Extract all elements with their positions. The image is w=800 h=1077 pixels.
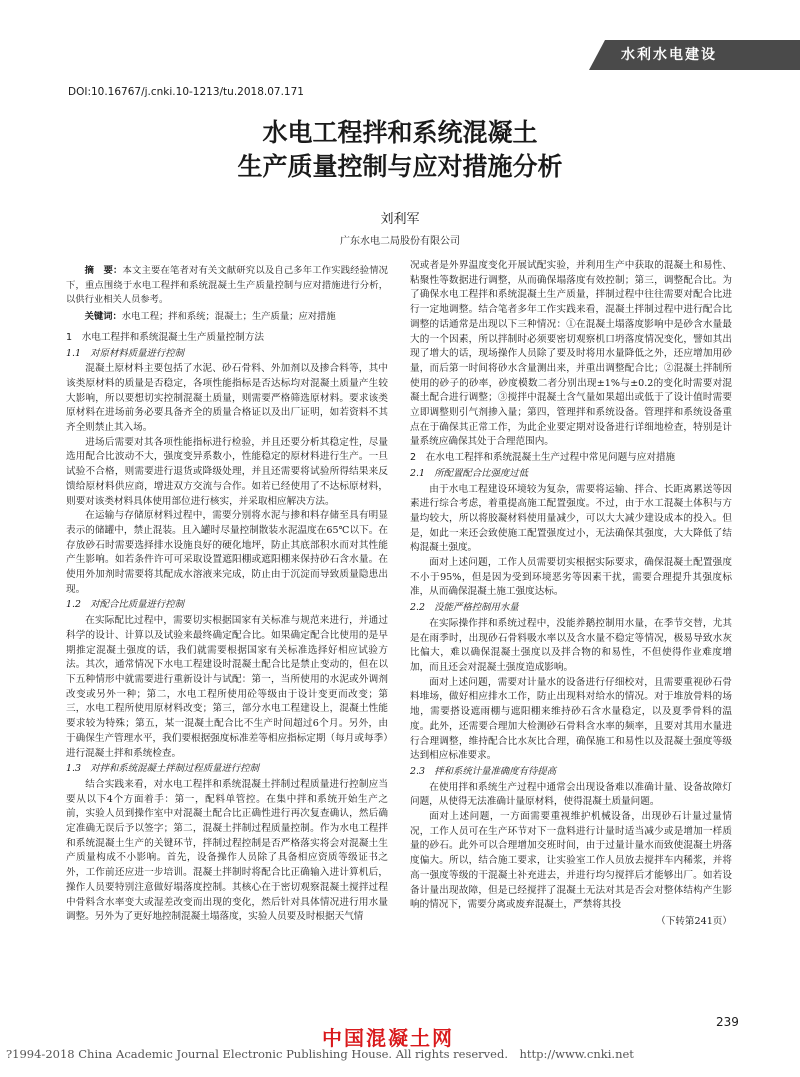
section-heading: 1 水电工程拌和系统混凝土生产质量控制方法 <box>66 331 264 343</box>
left-column <box>66 264 388 925</box>
page-number: 239 <box>716 1015 739 1029</box>
section-heading: 2 在水电工程拌和系统混凝土生产过程中常见问题与应对措施 <box>410 452 676 464</box>
column-tag: 水利水电建设 <box>605 40 800 70</box>
title-line-1: 水电工程拌和系统混凝土 <box>262 118 538 147</box>
paragraph: 面对上述问题，需要对计量水的设备进行仔细校对，且需要重视砂石骨料堆场，做好相应排水工作，防止出现料对给水的情况。对于堆放骨料的场地，需要搭设遮雨棚与遮阳棚来维持砂石含水量稳定，以及夏季骨料的温度。此外，还需要合理加大检测砂石骨料含水率的频率，且要对其用水量进行合理调整，维持配合比水灰比合理，确保施工和易性以及混凝土强度等级达到相应标准要求。 <box>410 676 732 762</box>
paragraph: 进场后需要对其各项性能指标进行检验，并且还要分析其稳定性，尽量选用配合比波动不大，强度变异系数小，性能稳定的原材料进行生产。一旦试验不合格，则需要进行退货或降级处理，并且还需要将试验所得结果来反馈给原材料供应商，增进双方交流与合作。如若已经使用了不达标原材料，则要对该类材料具体使用部位进行核实，并采取相应解决方法。 <box>66 436 388 507</box>
paragraph: 混凝土原材料主要包括了水泥、砂石骨料、外加剂以及掺合料等，其中该类原材料的质量是否稳定，各项性能指标是否达标均对混凝土质量产生较大影响，所以要想切实控制混凝土质量，则需要严格筛选原材料。要求该类原材料在进场前务必要具备齐全的质量合格证以及出厂证明，如若资料不其齐全则禁止其入场。 <box>66 363 388 434</box>
paragraph: 面对上述问题，工作人员需要切实根据实际要求，确保混凝土配置强度不小于95%，但是因为受到环境恶劣等因素干扰，需要合理提升其强度标准，从而确保混凝土施工强度达标。 <box>410 557 732 598</box>
paragraph: 结合实践来看，对水电工程拌和系统混凝土拌制过程质量进行控制应当要从以下4个方面着手：第一，配料单管控。在集中拌和系统开始生产之前，实验人员到操作室中对混凝土配合比正确性进行再次复查确认，然后确定准确无误后予以签字；第二，混凝土拌制过程质量控制。作为水电工程拌和系统混凝土生产的关键环节，拌制过程控制是否严格落实将会对混凝土生产质量构成不小影响。首先，设备操作人员除了具备相应资质等级证书之外，工作前还应进一步培训。混凝土拌制时将配合比正确输入进计算机后，操作人员要特别注意做好塌落度控制。其核心在于密切观察混凝土搅拌过程中骨料含水率变大或湿差改变而出现的变化，然后针对具体情况进行用水量调整。另外为了更好地控制混凝土塌落度，实验人员要及时根据天气情 <box>66 778 388 923</box>
subsection-heading: 2.2 没能严格控制用水量 <box>410 602 519 614</box>
paragraph: 在运输与存储原材料过程中，需要分别将水泥与掺和料存储至具有明显表示的储罐中，禁止混装。且入罐时尽量控制散装水泥温度在65℃以下。在存放砂石时需要选择排水设施良好的硬化地坪，防止其底部积水而对其性能产生影响。如若条件许可可采取设置遮阳棚或遮阳棚来保持砂石含水量。在使用外加剂时需要将其配成水溶液来完成，防止由于沉淀而导致质量隐患出现。 <box>66 510 388 595</box>
title-line-2: 生产质量控制与应对措施分析 <box>237 152 563 181</box>
subsection-heading: 1.2 对配合比质量进行控制 <box>66 599 185 611</box>
right-column <box>410 259 732 930</box>
abstract-text: 本文主要在笔者对有关文献研究以及自己多年工作实践经验情况下，重点围绕于水电工程拌和系统混凝土生产质量控制与应对措施进行分析，以供行业相关人员参考。 <box>66 265 388 306</box>
paragraph: 在使用拌和系统生产过程中通常会出现设备难以准确计量、设备故障灯问题，从使得无法准确计量原材料，使得混凝土质量问题。 <box>410 781 732 808</box>
watermark: 中国混凝土网 <box>322 1026 454 1050</box>
abstract-label: 摘 要： <box>84 265 123 276</box>
paragraph: 在实际操作拌和系统过程中，没能养鹅控制用水量，在季节交替，尤其是在雨季时，出现砂石骨料吸水率以及含水量不稳定等情况，极易导致水灰比偏大，难以确保混凝土强度以及拌合物的和易性，不但使得作业难度增加，而且还会对混凝土强度造成影响。 <box>410 617 732 673</box>
keywords <box>66 310 388 325</box>
abstract <box>66 264 388 308</box>
subsection-heading: 1.3 对拌和系统混凝土拌制过程质量进行控制 <box>66 763 260 775</box>
affiliation: 广东水电二局股份有限公司 <box>340 236 460 247</box>
paragraph: 况或者是外界温度变化开展试配实验，并利用生产中获取的混凝土和易性、粘聚性等数据进行调整，从而确保塌落度有效控制；第三，调整配合比。为了确保水电工程拌和系统混凝土生产质量，拌制过程中往往需要对配合比进行一定地调整。结合笔者多年工作实践来看，混凝土拌制过程中进行配合比调整的话通常是出现以下三种情况：①在混凝土塌落度影响中是砂含水量最大的一个因素，所以拌制时必须要密切观察机口坍落度情况变化，譬如其出现了增大的话，现场操作人员除了要及时将用水量降低之外，还应增加用砂量，而后第一时间将砂水含量测出来，并重出调整配合比；②混凝土拌制所使用的砂子的砂率，砂度模数二者分别出现±1%与±0.2的变化时需要对混凝土配合进行调整；③搅拌中混凝土含气量如果超出或低于了设计值时需要立即调整则引气剂掺入量；第四，管理拌和系统设备。管理拌和系统设备重点在于确保其正常工作，为此企业要定期对设备进行详细地检查，特别是计量系统应确保其处于合理范围内。 <box>410 260 732 448</box>
doi: DOI:10.16767/j.cnki.10-1213/tu.2018.07.171 <box>68 86 304 98</box>
subsection-heading: 2.1 所配置配合比强度过低 <box>410 467 529 479</box>
paragraph: 由于水电工程建设环境较为复杂，需要将运输、拌合、长距离累送等因素进行综合考虑，着重提高施工配置强度。不过，由于水工混凝土体积与方量均较大，所以将胶凝材料使用量减少，可以大大减少建设成本的投入。但是，如此一来还会致使施工配置强度过小，无法确保其强度，大大降低了结构混凝土强度。 <box>410 483 732 554</box>
paragraph: 在实际配比过程中，需要切实根据国家有关标准与规范来进行，并通过科学的设计、计算以及试验来最终确定配合比。如果确定配合比使用的是早期推定混凝土强度的话，我们就需要根据国家有关标准选择好相应试验方法。其次，通常情况下水电工程建设时混凝土配合比是禁止变动的，但在以下五种情形中就需要进行重新设计与试配：第一，当所使用的水泥或外调剂改变或另外一种；第二，水电工程所使用砼等级由于设计变更而改变；第三，水电工程所使用原材料改变；第三，部分水电工程建设上，混凝土性能要求较为特殊；第五，某一混凝土配合比不生产时间超过6个月。另外，由于确保生产管理水平，我们要根据强度标准差等相应指标定期（每月或每季）进行混凝土拌和系统检查。 <box>66 615 388 759</box>
continued-note: （下转第241页） <box>656 915 732 927</box>
copyright-footer: ?1994-2018 China Academic Journal Electronic Publishing House. All rights reserved. http://www.cnki.net <box>6 1047 634 1061</box>
author: 刘利军 <box>380 212 420 227</box>
subsection-heading: 2.3 拌和系统计量准确度有待提高 <box>410 765 557 777</box>
article-title <box>0 116 800 184</box>
paragraph: 面对上述问题，一方面需要重视维护机械设备，出现砂石计量过量情况，工作人员可在生产环节对下一盘料进行计量时适当减少或是增加一样质量的砂石。此外可以合理增加交班时间，由于过量计量水而致使混凝土坍落度偏大。所以，结合施工要求，让实验室工作人员放去搅拌车内稀浆，并将高一强度等级的干混凝土补充进去，并进行均匀搅拌后才能够出厂。如若设备计量出现故障，但是已经搅拌了混凝土无法对其是否会对整体结构产生影响的情况下，需要分离或废弃混凝土，严禁将其投 <box>410 811 732 911</box>
keywords-text: 水电工程；拌和系统；混凝土；生产质量；应对措施 <box>121 311 336 323</box>
subsection-heading: 1.1 对原材料质量进行控制 <box>66 347 185 359</box>
keywords-label: 关键词： <box>84 311 122 323</box>
